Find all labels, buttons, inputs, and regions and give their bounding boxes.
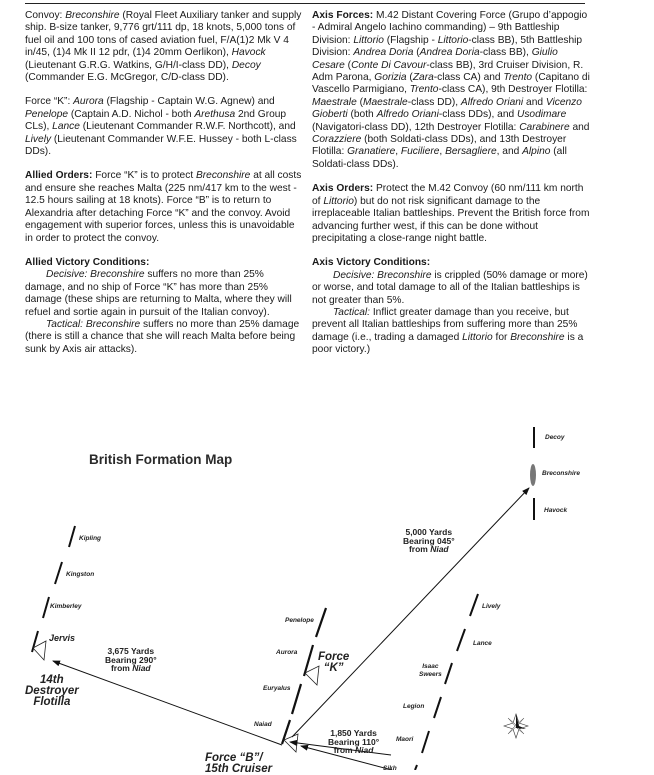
- ship-name: Fuciliere: [400, 146, 440, 158]
- decisive-label: Decisive:: [333, 269, 378, 281]
- text: at all costs and ensure she reaches Malta (225 nm/417 km to the west - 12.5 hours sailing at 18 knots). Force “B” is to return to Alexandria after detaching Force “K” and the convoy. Avoid engagement with superior forces, unless this is unavoidable in order to protect the convoy.: [25, 170, 302, 244]
- label-line: Bearing 110°: [328, 736, 380, 747]
- text: (Commander E.G. McGregor, C/D-class DD).: [25, 72, 229, 84]
- label-line: 14th: [40, 674, 64, 686]
- ship-sikh-mark: [415, 765, 417, 770]
- tactical-label: Tactical:: [46, 318, 86, 330]
- ship-label-naiad: Naiad: [254, 721, 272, 728]
- text: (Flagship - Captain W.G. Agnew) and: [103, 96, 275, 108]
- text: 2nd Group CLs),: [25, 108, 287, 133]
- text: suffers no more than 25% damage, and no ship of Force “K” has more than 25% damage (these ships are returning to Malta, where they will refuel and sortie again in pursuit of the Italian convoy).: [25, 269, 292, 318]
- ship-lively-mark: [470, 594, 478, 616]
- text: (Lieutenant G.R.G. Watkins, G/H/I-class DD),: [25, 59, 232, 71]
- label-line: 15th Cruiser: [205, 763, 273, 775]
- allied-orders-paragraph: [25, 170, 303, 244]
- allied-decisive: [25, 269, 303, 319]
- text: -class CA) and: [433, 72, 504, 84]
- ship-label-penelope: Penelope: [285, 617, 314, 624]
- ship-label-sikh: Sikh: [383, 765, 397, 772]
- group-label-force-b: [205, 753, 272, 775]
- ship-name: Alpino: [522, 146, 551, 158]
- text: (Royal Fleet Auxiliary tanker and supply ship. B-size tanker, 9,776 grt/111 dp, 18 knots, 5,000 tons of fuel oil and 100 tons of cased aviation fuel, F/A(1)2 Mk V 4 in/45, (1)4 Mk II 12 pdr, (1)4 20mm Oerlikon),: [25, 10, 302, 59]
- label-line: 1,850 Yards: [330, 728, 377, 738]
- axis-forces-paragraph: [312, 10, 590, 171]
- bearing-label-convoy: [403, 528, 455, 554]
- text: for: [492, 331, 511, 343]
- class-name: Trento: [409, 84, 439, 96]
- text: Inflict greater damage than you receive, but prevent all Italian battleships from suffering more than 25% damage (i.e., trading a damaged: [312, 306, 578, 343]
- ship-euryalus-mark: [292, 684, 301, 714]
- text: (both: [347, 109, 377, 121]
- ship-name: Gorizia: [374, 72, 407, 84]
- class-name: Zara: [412, 72, 434, 84]
- force-k-paragraph: [25, 96, 303, 158]
- decisive-label: Decisive:: [46, 269, 91, 281]
- ship-name: Littorio: [353, 34, 384, 46]
- convoy-paragraph: [25, 10, 303, 84]
- ship-label-maori: Maori: [396, 736, 414, 743]
- ship-label-isaac-sweers: [419, 663, 442, 679]
- ship-name: Andrea Doria: [353, 47, 414, 59]
- ship-name: Niad: [430, 544, 449, 554]
- allied-tactical: [25, 319, 303, 356]
- ship-label-kimberley: Kimberley: [50, 603, 82, 610]
- label-line: 3,675 Yards: [107, 646, 155, 656]
- ship-name: Usodimare: [516, 109, 567, 121]
- text: ,: [439, 146, 446, 158]
- axis-victory-paragraph: [312, 257, 590, 356]
- text: (: [406, 72, 413, 84]
- tactical-label: Tactical:: [333, 306, 370, 318]
- text: -class BB), 3rd Cruiser Division, R. Adm Parona,: [312, 59, 584, 84]
- ship-breconshire-mark: [530, 464, 536, 486]
- text: (all Soldati-class DDs).: [312, 146, 567, 170]
- compass-rose-icon: [504, 714, 528, 738]
- axis-orders-heading: Axis Orders:: [312, 183, 374, 195]
- class-name: Littorio: [437, 34, 469, 46]
- text: Protect the M.42 Convoy (60 nm/111 km north of: [312, 183, 584, 207]
- british-formation-map: [0, 400, 654, 775]
- header-rule: [25, 3, 585, 4]
- bearing-label-flotilla: [105, 647, 157, 673]
- ship-name: Littorio: [462, 331, 493, 343]
- text: and: [523, 96, 546, 108]
- ship-name: Corazziere: [312, 134, 362, 146]
- text: (Lieutenant Commander R.W.F. Northcott), and: [79, 121, 296, 133]
- label-line: from: [408, 544, 431, 554]
- label-line: Force “B”/: [205, 752, 263, 764]
- allied-victory-paragraph: [25, 257, 303, 356]
- ship-name: Trento: [503, 72, 533, 84]
- ship-name: Breconshire: [65, 10, 120, 21]
- ship-name: Vicenzo Gioberti: [312, 96, 582, 121]
- text: (Capitano di Vascello Parmigiano,: [312, 72, 590, 96]
- label-line: Sweers: [419, 671, 442, 678]
- ship-name: Breconshire: [85, 318, 141, 330]
- ship-jervis-mark: [32, 631, 38, 652]
- class-name: Maestrale: [362, 96, 408, 108]
- text: ,: [395, 146, 401, 158]
- axis-decisive: [312, 270, 590, 307]
- text: (Navigatori-class DD), 12th Destroyer Flotilla:: [312, 121, 520, 133]
- ship-name: Alfredo Oriani: [460, 96, 524, 108]
- text: (: [356, 96, 363, 108]
- ship-name: Littorio: [323, 195, 354, 207]
- text: (Flagship -: [383, 34, 438, 46]
- group-label-force-k: [318, 652, 349, 674]
- ship-isaac-sweers-mark: [445, 663, 452, 684]
- convoy-label: Convoy:: [25, 10, 66, 21]
- text: is crippled (50% damage or more) or worse, and total damage to all of the Italian battleships is not greater than 5%.: [312, 269, 588, 306]
- right-column: [312, 10, 590, 369]
- group-label-14th-flotilla: [25, 675, 79, 708]
- text: ) but do not risk significant damage to the irreplaceable Italian battleships. Prevent the British force from advancing further west, if this can be done without precipitating a close-range night battle.: [312, 195, 590, 244]
- text: -class BB),: [479, 47, 532, 59]
- ship-lance-mark: [457, 629, 465, 651]
- label-line: Force: [318, 651, 350, 663]
- text: (both Soldati-class DDs), and 13th Destroyer Flotilla:: [312, 134, 567, 158]
- map-title: British Formation Map: [89, 452, 233, 467]
- label-line: from: [333, 745, 355, 755]
- left-column: [25, 10, 303, 368]
- text: -class BB), 5th Battleship Division:: [312, 34, 583, 59]
- text: suffers no more than 25% damage (there is still a chance that she will reach Malta before being sunk by Axis air attacks).: [25, 318, 300, 355]
- text: M.42 Distant Covering Force (Grupo d’appogio - Admiral Angelo Iachino commanding) – 9th Battleship Division:: [312, 10, 588, 46]
- ship-label-jervis: Jervis: [49, 633, 76, 643]
- class-name: Andrea Doria: [419, 47, 480, 59]
- text: (Captain A.D. Nichol - both: [68, 108, 195, 120]
- ship-name: Aurora: [73, 96, 104, 108]
- ship-label-lance: Lance: [473, 640, 492, 647]
- ship-name: Decoy: [231, 59, 261, 71]
- label-line: 5,000 Yards: [405, 527, 453, 537]
- text: (: [344, 59, 352, 71]
- ship-name: Carabinere: [519, 121, 570, 133]
- text: is a poor victory.): [312, 331, 584, 356]
- label-line: Destroyer: [25, 685, 79, 697]
- text: and: [569, 121, 590, 133]
- ship-label-legion: Legion: [403, 703, 425, 710]
- axis-forces-heading: Axis Forces:: [312, 10, 374, 21]
- label-line: Isaac: [422, 663, 439, 670]
- ship-name: Giulio Cesare: [312, 47, 558, 71]
- text: Force “K” is to protect: [92, 170, 196, 182]
- text: -class DD),: [407, 96, 461, 108]
- force-k-label: Force “K”:: [25, 96, 74, 108]
- axis-orders-paragraph: [312, 183, 590, 245]
- ship-name: Lance: [52, 121, 80, 133]
- class-name: Arethusa: [194, 108, 236, 120]
- ship-name: Breconshire: [510, 331, 565, 343]
- label-line: Flotilla: [33, 696, 71, 708]
- label-line: Bearing 290°: [105, 654, 157, 665]
- ship-label-aurora: Aurora: [276, 649, 298, 656]
- ship-name: Breconshire: [377, 269, 432, 281]
- ship-name: Bersagliere: [445, 146, 497, 158]
- allied-victory-heading: Allied Victory Conditions:: [25, 256, 150, 268]
- ship-name: Niad: [132, 663, 151, 673]
- bearing-arrow-flotilla: [53, 661, 282, 745]
- ship-name: Granatiere: [347, 146, 396, 158]
- ship-label-lively: Lively: [482, 603, 501, 610]
- ship-label-kingston: Kingston: [66, 571, 95, 578]
- text: -class CA), 9th Destroyer Flotilla:: [438, 84, 588, 96]
- ship-label-euryalus: Euryalus: [263, 685, 291, 692]
- ship-label-havock: Havock: [544, 507, 568, 514]
- ship-name: Niad: [354, 745, 374, 755]
- ship-label-breconshire: Breconshire: [542, 470, 580, 477]
- allied-orders-heading: Allied Orders:: [25, 170, 93, 182]
- text: , and: [496, 146, 523, 158]
- ship-naiad-mark: [282, 720, 290, 744]
- ship-kingston-mark: [55, 562, 62, 584]
- text: -class DDs), and: [438, 109, 517, 121]
- ship-name: Breconshire: [195, 170, 251, 182]
- ship-label-kipling: Kipling: [79, 535, 102, 542]
- ship-name: Maestrale: [312, 96, 357, 108]
- label-line: “K”: [323, 662, 344, 674]
- label-line: from: [110, 663, 133, 673]
- label-line: Bearing 045°: [403, 535, 455, 546]
- text: (Lieutenant Commander W.F.E. Hussey - both L-class DDs).: [25, 133, 297, 158]
- ship-name: Havock: [231, 47, 266, 59]
- ship-name: Breconshire: [90, 269, 145, 281]
- ship-maori-mark: [422, 731, 429, 753]
- ship-kimberley-mark: [43, 597, 49, 618]
- class-name: Alfredo Oriani: [376, 109, 439, 121]
- ship-kipling-mark: [69, 526, 75, 547]
- axis-victory-heading: Axis Victory Conditions:: [312, 257, 431, 269]
- ship-name: Lively: [25, 133, 52, 145]
- class-name: Conte Di Cavour: [351, 59, 427, 71]
- ship-legion-mark: [434, 697, 441, 718]
- ship-penelope-mark: [316, 608, 326, 637]
- text: (: [413, 47, 420, 59]
- ship-name: Penelope: [25, 108, 69, 120]
- bearing-label-escort: [328, 729, 379, 755]
- ship-label-decoy: Decoy: [545, 434, 565, 441]
- bearing-arrow-convoy: [292, 488, 529, 737]
- axis-tactical: [312, 307, 590, 357]
